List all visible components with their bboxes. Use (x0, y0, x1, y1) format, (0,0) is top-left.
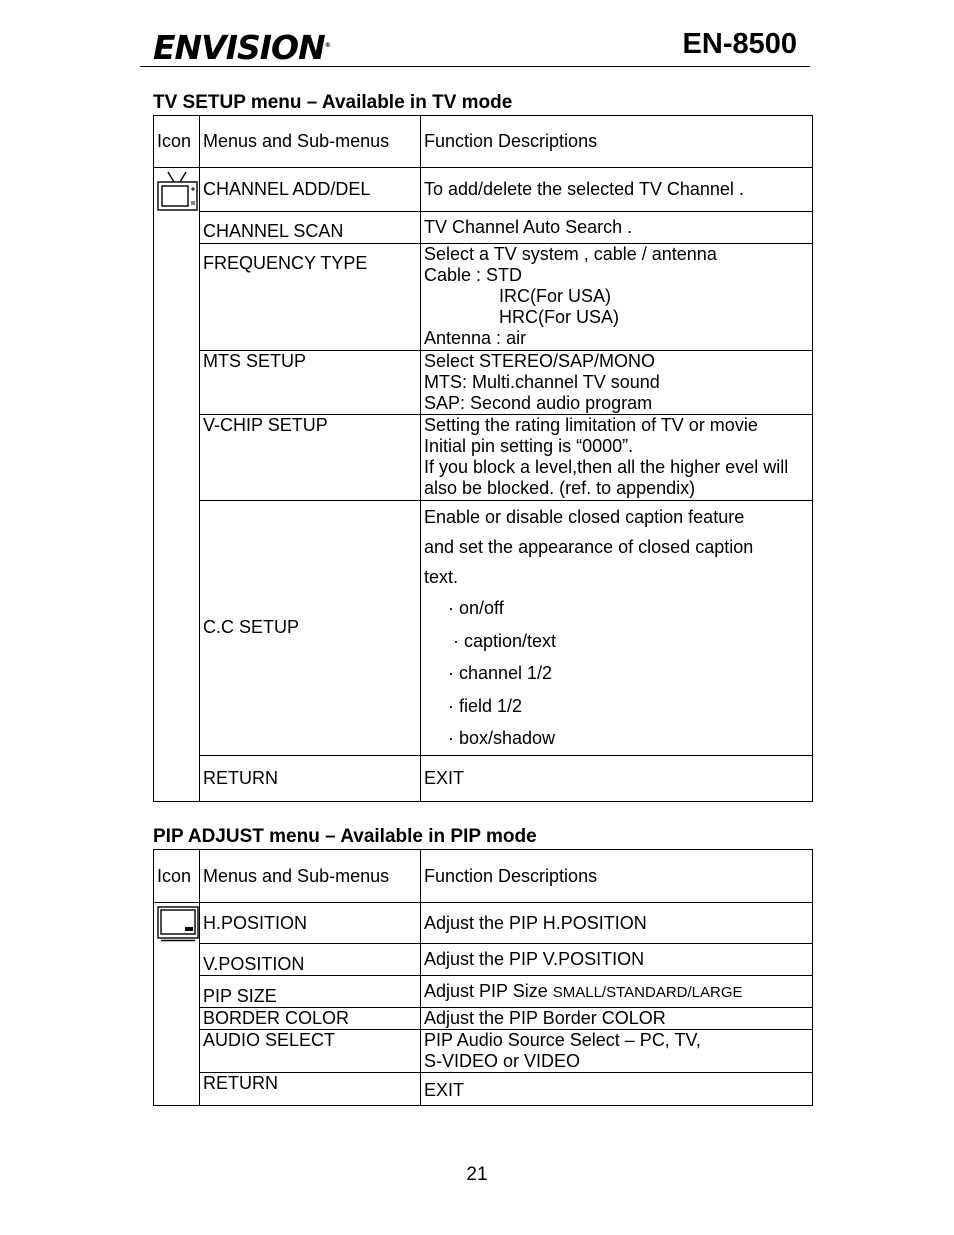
desc-return: EXIT (421, 755, 813, 801)
menu-h-position: H.POSITION (200, 903, 421, 944)
col-header-menus: Menus and Sub-menus (200, 850, 421, 903)
pip-adjust-table (153, 849, 813, 1106)
table-row (154, 944, 813, 976)
tv-setup-table (153, 115, 813, 802)
desc-pip-return: EXIT (421, 1073, 813, 1106)
menu-border-color: BORDER COLOR (200, 1008, 421, 1030)
col-header-menus: Menus and Sub-menus (200, 116, 421, 168)
menu-cc-setup: C.C SETUP (200, 501, 421, 756)
desc-channel-add-del: To add/delete the selected TV Channel . (421, 168, 813, 212)
table-row (154, 168, 813, 212)
header-rule (140, 66, 810, 67)
menu-channel-add-del: CHANNEL ADD/DEL (200, 168, 421, 212)
col-header-icon: Icon (154, 850, 200, 903)
table-row (154, 903, 813, 944)
menu-frequency-type: FREQUENCY TYPE (200, 244, 421, 351)
table-row (154, 351, 813, 415)
menu-mts-setup: MTS SETUP (200, 351, 421, 415)
desc-cc-setup: Enable or disable closed caption feature and set the appearance of closed caption text. · on/off · caption/text · channel 1/2 · field 1/2 · box/shadow (421, 501, 813, 756)
table-row (154, 501, 813, 756)
table-row (154, 1008, 813, 1030)
tv-icon-cell (154, 168, 200, 802)
desc-frequency-type: Select a TV system , cable / antenna Cable : STD IRC(For USA) HRC(For USA) Antenna : air (421, 244, 813, 351)
menu-v-position: V.POSITION (200, 944, 421, 976)
menu-return: RETURN (200, 755, 421, 801)
col-header-icon: Icon (154, 116, 200, 168)
table-row (154, 212, 813, 244)
table-row (154, 415, 813, 501)
desc-mts-setup: Select STEREO/SAP/MONO MTS: Multi.channel TV sound SAP: Second audio program (421, 351, 813, 415)
menu-pip-size: PIP SIZE (200, 976, 421, 1008)
pip-adjust-title: PIP ADJUST menu – Available in PIP mode (153, 826, 537, 847)
table-header-row (154, 116, 813, 168)
desc-channel-scan: TV Channel Auto Search . (421, 212, 813, 244)
desc-v-position: Adjust the PIP V.POSITION (421, 944, 813, 976)
tv-setup-title: TV SETUP menu – Available in TV mode (153, 92, 513, 113)
envision-logo: ENVISION® (153, 28, 331, 67)
table-header-row (154, 850, 813, 903)
table-row (154, 976, 813, 1008)
desc-pip-size: Adjust PIP Size SMALL/STANDARD/LARGE (421, 976, 813, 1008)
menu-audio-select: AUDIO SELECT (200, 1030, 421, 1073)
page-number: 21 (466, 1164, 488, 1185)
table-row (154, 1073, 813, 1106)
col-header-desc: Function Descriptions (421, 116, 813, 168)
desc-border-color: Adjust the PIP Border COLOR (421, 1008, 813, 1030)
table-row (154, 244, 813, 351)
table-row (154, 755, 813, 801)
pip-icon-cell (154, 903, 200, 1106)
menu-pip-return: RETURN (200, 1073, 421, 1106)
col-header-desc: Function Descriptions (421, 850, 813, 903)
desc-v-chip-setup: Setting the rating limitation of TV or movie Initial pin setting is “0000”. If you block a level,then all the higher evel will also be blocked. (ref. to appendix) (421, 415, 813, 501)
pip-monitor-icon (157, 926, 199, 946)
tv-antenna-icon (157, 195, 198, 215)
desc-h-position: Adjust the PIP H.POSITION (421, 903, 813, 944)
menu-channel-scan: CHANNEL SCAN (200, 212, 421, 244)
desc-audio-select: PIP Audio Source Select – PC, TV, S-VIDEO or VIDEO (421, 1030, 813, 1073)
model-number: EN-8500 (682, 28, 797, 60)
menu-v-chip-setup: V-CHIP SETUP (200, 415, 421, 501)
table-row (154, 1030, 813, 1073)
